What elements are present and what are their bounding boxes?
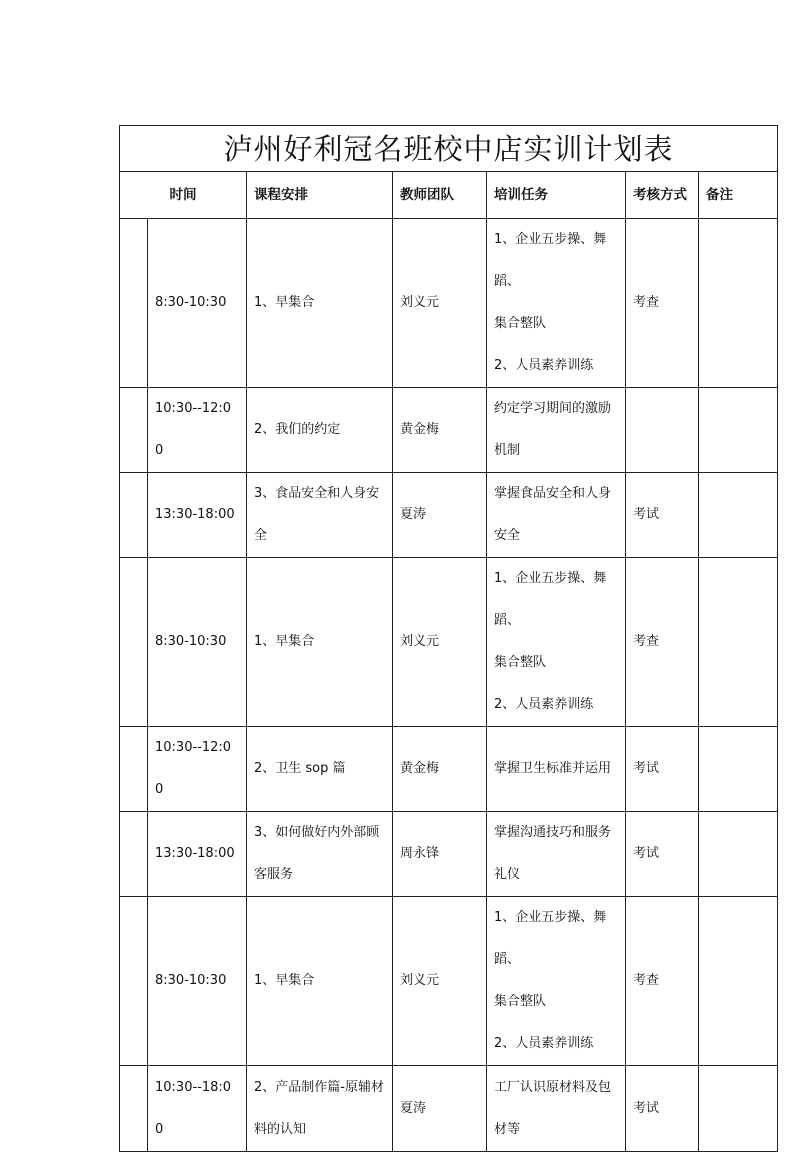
course-cell-line: 2、我们的约定 bbox=[254, 422, 341, 437]
course-cell-line: 全 bbox=[254, 528, 268, 543]
row-index-cell bbox=[120, 473, 148, 558]
teacher-cell: 黄金梅 bbox=[393, 388, 487, 473]
plan-rows bbox=[120, 219, 778, 1152]
teacher-cell: 刘义元 bbox=[393, 219, 487, 388]
teacher-cell: 黄金梅 bbox=[393, 727, 487, 812]
header-time: 时间 bbox=[120, 172, 247, 219]
note-cell bbox=[699, 1066, 778, 1152]
exam-cell: 考查 bbox=[626, 558, 699, 727]
row-index-cell bbox=[120, 388, 148, 473]
course-cell-line: 3、食品安全和人身安 bbox=[254, 486, 380, 501]
row-index-cell bbox=[120, 812, 148, 897]
row-index-cell bbox=[120, 219, 148, 388]
header-task: 培训任务 bbox=[487, 172, 626, 219]
table-title: 泸州好利冠名班校中店实训计划表 bbox=[120, 126, 778, 172]
title-row bbox=[120, 126, 778, 172]
task-cell-line: 掌握食品安全和人身 bbox=[494, 486, 612, 501]
teacher-cell: 刘义元 bbox=[393, 897, 487, 1066]
note-cell bbox=[699, 727, 778, 812]
exam-cell: 考查 bbox=[626, 897, 699, 1066]
teacher-cell: 周永锋 bbox=[393, 812, 487, 897]
course-cell bbox=[247, 219, 393, 388]
exam-cell: 考查 bbox=[626, 219, 699, 388]
teacher-cell: 夏涛 bbox=[393, 1066, 487, 1152]
exam-cell: 考试 bbox=[626, 473, 699, 558]
course-cell-line: 1、早集合 bbox=[254, 634, 315, 649]
course-cell bbox=[247, 897, 393, 1066]
course-cell bbox=[247, 727, 393, 812]
header-teacher: 教师团队 bbox=[393, 172, 487, 219]
table-row bbox=[120, 219, 778, 388]
exam-cell: 考试 bbox=[626, 812, 699, 897]
exam-cell: 考试 bbox=[626, 1066, 699, 1152]
teacher-cell: 夏涛 bbox=[393, 473, 487, 558]
task-cell-line: 2、人员素养训练 bbox=[494, 358, 594, 373]
course-cell-line: 客服务 bbox=[254, 867, 294, 882]
note-cell bbox=[699, 388, 778, 473]
course-cell bbox=[247, 388, 393, 473]
table-row bbox=[120, 812, 778, 897]
task-cell-line: 安全 bbox=[494, 528, 521, 543]
note-cell bbox=[699, 812, 778, 897]
task-cell bbox=[487, 897, 626, 1066]
row-index-cell bbox=[120, 558, 148, 727]
table-row bbox=[120, 1066, 778, 1152]
time-cell: 10:30--18:00 bbox=[148, 1066, 247, 1152]
task-cell-line: 1、企业五步操、舞蹈、 bbox=[494, 232, 607, 289]
note-cell bbox=[699, 219, 778, 388]
table-row bbox=[120, 473, 778, 558]
task-cell bbox=[487, 219, 626, 388]
task-cell-line: 2、人员素养训练 bbox=[494, 1036, 594, 1051]
course-cell bbox=[247, 558, 393, 727]
task-cell-line: 集合整队 bbox=[494, 316, 547, 331]
teacher-cell: 刘义元 bbox=[393, 558, 487, 727]
task-cell-line: 掌握卫生标准并运用 bbox=[494, 761, 612, 776]
course-cell-line: 2、产品制作篇-原辅材 bbox=[254, 1079, 384, 1095]
course-cell bbox=[247, 812, 393, 897]
time-cell: 10:30--12:00 bbox=[148, 727, 247, 812]
task-cell-line: 工厂认识原材料及包 bbox=[494, 1079, 612, 1095]
time-cell: 8:30-10:30 bbox=[148, 897, 247, 1066]
row-index-cell bbox=[120, 727, 148, 812]
task-cell-line: 1、企业五步操、舞蹈、 bbox=[494, 571, 607, 628]
note-cell bbox=[699, 473, 778, 558]
training-plan-table bbox=[119, 125, 778, 1152]
table-row bbox=[120, 388, 778, 473]
time-cell: 13:30-18:00 bbox=[148, 473, 247, 558]
course-cell-line: 料的认知 bbox=[254, 1121, 307, 1137]
time-cell: 8:30-10:30 bbox=[148, 219, 247, 388]
table-row bbox=[120, 558, 778, 727]
header-row bbox=[120, 172, 778, 219]
exam-cell: 考试 bbox=[626, 727, 699, 812]
course-cell-line: 1、早集合 bbox=[254, 295, 315, 310]
task-cell bbox=[487, 558, 626, 727]
task-cell bbox=[487, 727, 626, 812]
header-course: 课程安排 bbox=[247, 172, 393, 219]
note-cell bbox=[699, 897, 778, 1066]
task-cell bbox=[487, 473, 626, 558]
row-index-cell bbox=[120, 1066, 148, 1152]
task-cell-line: 约定学习期间的激励 bbox=[494, 401, 612, 416]
header-exam: 考核方式 bbox=[626, 172, 699, 219]
course-cell-line: 3、如何做好内外部顾 bbox=[254, 825, 380, 840]
course-cell-line: 2、卫生 sop 篇 bbox=[254, 761, 346, 776]
task-cell bbox=[487, 388, 626, 473]
task-cell-line: 材等 bbox=[494, 1121, 521, 1137]
note-cell bbox=[699, 558, 778, 727]
course-cell-line: 1、早集合 bbox=[254, 973, 315, 988]
task-cell-line: 集合整队 bbox=[494, 655, 547, 670]
task-cell-line: 2、人员素养训练 bbox=[494, 697, 594, 712]
table-row bbox=[120, 897, 778, 1066]
task-cell-line: 礼仪 bbox=[494, 867, 521, 882]
course-cell bbox=[247, 1066, 393, 1152]
task-cell bbox=[487, 812, 626, 897]
task-cell-line: 集合整队 bbox=[494, 994, 547, 1009]
time-cell: 8:30-10:30 bbox=[148, 558, 247, 727]
table-row bbox=[120, 727, 778, 812]
exam-cell bbox=[626, 388, 699, 473]
row-index-cell bbox=[120, 897, 148, 1066]
task-cell bbox=[487, 1066, 626, 1152]
task-cell-line: 掌握沟通技巧和服务 bbox=[494, 825, 612, 840]
task-cell-line: 机制 bbox=[494, 443, 521, 458]
task-cell-line: 1、企业五步操、舞蹈、 bbox=[494, 910, 607, 967]
header-note: 备注 bbox=[699, 172, 778, 219]
course-cell bbox=[247, 473, 393, 558]
time-cell: 10:30--12:00 bbox=[148, 388, 247, 473]
time-cell: 13:30-18:00 bbox=[148, 812, 247, 897]
